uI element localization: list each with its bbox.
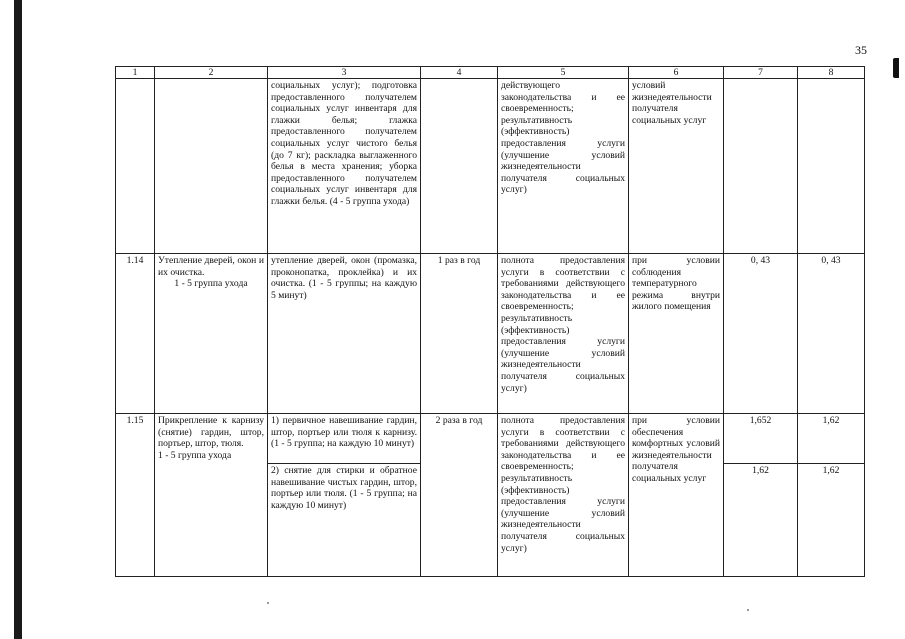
page-number: 35 [855, 43, 867, 57]
continuation-row [116, 79, 865, 254]
care-group: 1 - 5 группа ухода [174, 278, 248, 290]
row-number: 1.15 [116, 414, 155, 577]
quality-criteria: полнота предоставления услуги в соответствии с требованиями действующего законодательства и ее своевременность; результативность (эффективность) предоставления услуги (улучшение условий жизнедеятельности получателя социальных услуг) [498, 414, 629, 577]
value-col7-a: 1,652 [724, 414, 798, 464]
quality-criteria: полнота предоставления услуги в соответствии с требованиями действующего законодательства и ее своевременность; результативность (эффективность) предоставления услуги (улучшение условий жизнедеятельности получателя социальных услуг) [498, 254, 629, 414]
care-group: 1 - 5 группа ухода [158, 449, 232, 461]
value-col8: 0, 43 [798, 254, 865, 414]
quality-cell: действующего законодательства и ее своевременность; результативность (эффективность) предоставления услуги (улучшение условий жизнедеятельности получателя социальных услуг) [498, 79, 629, 254]
service-conditions: при условии соблюдения температурного режима внутри жилого помещения [629, 254, 724, 414]
service-content-b: 2) снятие для стирки и обратное навешивание чистых гардин, штор, портьер или тюля. (1 - 5 группа; на каждую 10 минут) [268, 464, 421, 577]
header-cell: 3 [268, 67, 421, 79]
service-name: Утепление дверей, окон и их очистка. [158, 255, 264, 278]
service-name: Прикрепление к карнизу (снятие) гардин, штор, портьер, штор, тюля. [158, 415, 264, 450]
header-cell: 2 [155, 67, 268, 79]
value-col8-a: 1,62 [798, 414, 865, 464]
service-conditions: при условии обеспечения комфортных условий жизнедеятельности получателя социальных услуг [629, 414, 724, 577]
header-row [116, 67, 865, 79]
frequency: 1 раз в год [421, 254, 498, 414]
binding-edge [14, 0, 22, 639]
services-table [115, 66, 865, 577]
header-cell: 8 [798, 67, 865, 79]
table-row-1-14 [116, 254, 865, 414]
row-number-cell [116, 79, 155, 254]
scan-speck [267, 602, 269, 604]
frequency-cell [421, 79, 498, 254]
service-name-cell [155, 79, 268, 254]
value-cell [798, 79, 865, 254]
service-content: утепление дверей, окон (промазка, проконопатка, проклейка) и их очистка. (1 - 5 группы; на каждую 5 минут) [268, 254, 421, 414]
service-name-cell [155, 414, 268, 577]
scan-speck [747, 609, 749, 611]
table-row-1-15 [116, 414, 865, 464]
value-cell [724, 79, 798, 254]
frequency: 2 раза в год [421, 414, 498, 577]
header-cell: 1 [116, 67, 155, 79]
row-number: 1.14 [116, 254, 155, 414]
margin-mark [893, 58, 899, 78]
value-col7: 0, 43 [724, 254, 798, 414]
conditions-cell: условий жизнедеятельности получателя социальных услуг [629, 79, 724, 254]
value-col8-b: 1,62 [798, 464, 865, 577]
service-content-cell: социальных услуг); подготовка предоставленного получателем социальных услуг инвентаря для глажки белья; глажка предоставленного получателем социальных услуг чистого белья (до 7 кг); раскладка выглаженного белья в места хранения; уборка предоставленного получателем социальных услуг инвентаря для глажки белья. (4 - 5 группа ухода) [268, 79, 421, 254]
value-col7-b: 1,62 [724, 464, 798, 577]
header-cell: 6 [629, 67, 724, 79]
header-cell: 7 [724, 67, 798, 79]
header-cell: 5 [498, 67, 629, 79]
header-cell: 4 [421, 67, 498, 79]
service-content-a: 1) первичное навешивание гардин, штор, портьер или тюля к карнизу. (1 - 5 группа; на каждую 10 минут) [268, 414, 421, 464]
service-name-cell [155, 254, 268, 414]
